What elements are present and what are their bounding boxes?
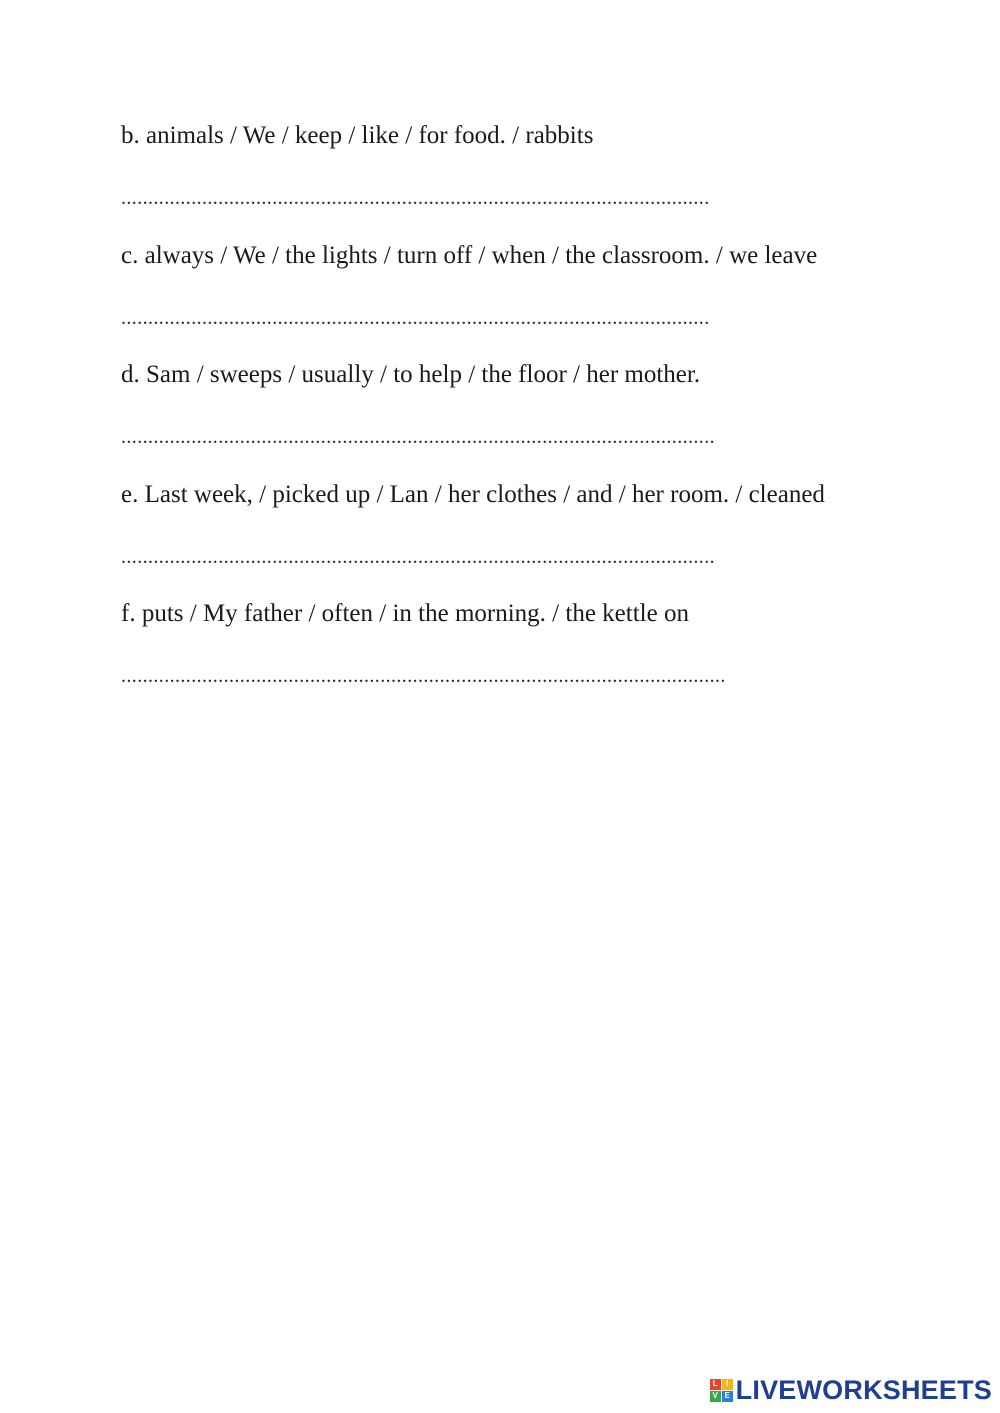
- exercise-d-prompt: d. Sam / sweeps / usually / to help / the floor / her mother.: [121, 361, 701, 388]
- exercise-c-prompt: c. always / We / the lights / turn off / when / the classroom. / we leave: [121, 242, 818, 269]
- exercise-f-prompt: f. puts / My father / often / in the morning. / the kettle on: [121, 600, 689, 627]
- exercise-e-prompt: e. Last week, / picked up / Lan / her clothes / and / her room. / cleaned: [121, 481, 825, 508]
- liveworksheets-logo-text: LIVEWORKSHEETS: [735, 1375, 992, 1405]
- logo-cell-v: V: [710, 1391, 721, 1402]
- exercise-d-answer-line[interactable]: ..............................................................................................................: [121, 427, 715, 447]
- exercise-e-answer-line[interactable]: ..............................................................................................................: [121, 547, 715, 567]
- liveworksheets-logo-icon: [710, 1379, 733, 1402]
- exercise-c-answer-line[interactable]: .............................................................................................................: [121, 308, 710, 328]
- logo-cell-e: E: [722, 1391, 733, 1402]
- logo-cell-l: L: [710, 1379, 721, 1390]
- exercise-b-answer-line[interactable]: .............................................................................................................: [121, 188, 710, 208]
- logo-cell-i: I: [722, 1379, 733, 1390]
- liveworksheets-logo: [710, 1375, 992, 1405]
- exercise-f-answer-line[interactable]: ................................................................................................................: [121, 666, 726, 686]
- exercise-b-prompt: b. animals / We / keep / like / for food. / rabbits: [121, 122, 594, 149]
